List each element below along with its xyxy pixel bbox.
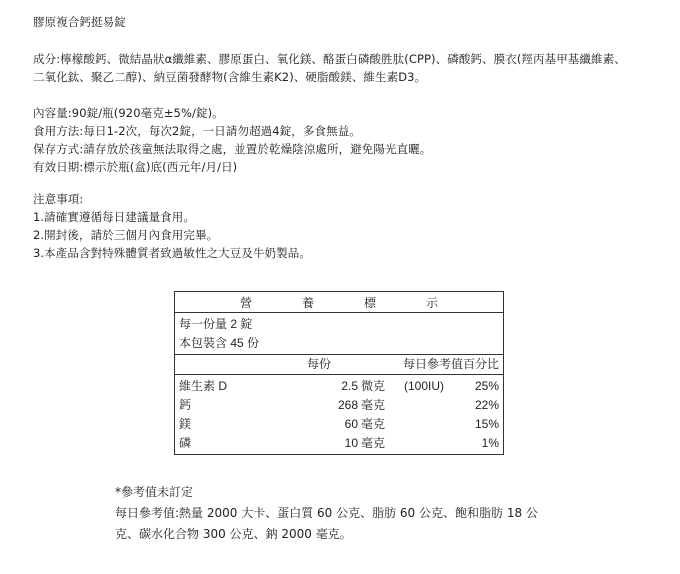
table-row <box>175 377 503 396</box>
table-row <box>175 396 503 415</box>
usage-instructions: 食用方法:每日1-2次，每次2錠，一日請勿超過4錠，多食無益。 <box>33 124 361 138</box>
storage-instructions: 保存方式:請存放於孩童無法取得之處，並置於乾燥陰涼處所，避免陽光直曬。 <box>33 142 432 156</box>
daily-reference-line-2: 克、碳水化合物 300 公克、鈉 2000 毫克。 <box>115 527 352 541</box>
nutrient-unit: 毫克 <box>361 417 386 431</box>
daily-reference-line-1: 每日參考值:熱量 2000 大卡、蛋白質 60 公克、脂肪 60 公克、飽和脂肪 18 公 <box>115 506 538 520</box>
precautions <box>33 190 311 262</box>
col-daily-value: 每日參考值百分比 <box>402 357 499 371</box>
servings-per-pack: 本包裝含 45 份 <box>179 336 260 350</box>
nutrient-name: 磷 <box>179 436 192 450</box>
title-char: 養 <box>301 295 314 310</box>
title-char: 營 <box>239 295 252 310</box>
footnote <box>115 482 538 545</box>
reference-note: *參考值未訂定 <box>115 485 194 499</box>
precaution-item: 3.本產品含對特殊體質者致過敏性之大豆及牛奶製品。 <box>33 246 311 260</box>
serving-info <box>175 313 503 355</box>
nutrient-dv: 25% <box>474 379 499 393</box>
nutrient-name: 鈣 <box>179 398 192 412</box>
product-info <box>33 104 431 176</box>
table-row <box>175 415 503 434</box>
serving-size: 每一份量 2 錠 <box>179 317 253 331</box>
nutrient-amount: 2.5 <box>341 379 358 393</box>
expiry-info: 有效日期:標示於瓶(盒)底(西元年/月/日) <box>33 160 238 174</box>
nutrient-dv: 15% <box>474 417 499 431</box>
nutrient-extra: (100IU) <box>404 379 445 393</box>
column-headers <box>175 355 503 375</box>
precaution-item: 1.請確實遵循每日建議量食用。 <box>33 210 195 224</box>
nutrient-unit: 毫克 <box>361 398 386 412</box>
table-row <box>175 434 503 453</box>
product-title: 膠原複合鈣挺易錠 <box>33 15 126 29</box>
ingredients-line-1: 成分:檸檬酸鈣、微結晶狀α纖維素、膠原蛋白、氧化鎂、酪蛋白磷酸胜肽(CPP)、磷酸鈣、膜衣(羥丙基甲基纖維素、 <box>33 52 626 66</box>
precautions-heading: 注意事項: <box>33 192 84 206</box>
nutrient-dv: 1% <box>481 436 499 450</box>
nutrition-title <box>175 292 503 313</box>
nutrient-amount: 10 <box>344 436 358 450</box>
ingredients-text <box>33 50 626 86</box>
nutrient-amount: 60 <box>344 417 358 431</box>
title-char: 標 <box>363 295 376 310</box>
nutrition-facts-table <box>174 291 504 455</box>
ingredients-line-2: 二氧化鈦、聚乙二醇)、納豆菌發酵物(含維生素K2)、硬脂酸鎂、維生素D3。 <box>33 70 427 84</box>
nutrient-amount: 268 <box>337 398 358 412</box>
nutrient-unit: 毫克 <box>361 436 386 450</box>
nutrient-rows <box>175 375 503 454</box>
content-amount: 內容量:90錠/瓶(920毫克±5%/錠)。 <box>33 106 224 120</box>
nutrient-name: 鎂 <box>179 417 192 431</box>
title-char: 示 <box>425 295 438 310</box>
nutrient-name: 維生素 D <box>179 379 228 393</box>
col-per-serving: 每份 <box>307 357 332 371</box>
precaution-item: 2.開封後，請於三個月內食用完畢。 <box>33 228 219 242</box>
nutrient-dv: 22% <box>474 398 499 412</box>
nutrient-unit: 微克 <box>361 379 386 393</box>
